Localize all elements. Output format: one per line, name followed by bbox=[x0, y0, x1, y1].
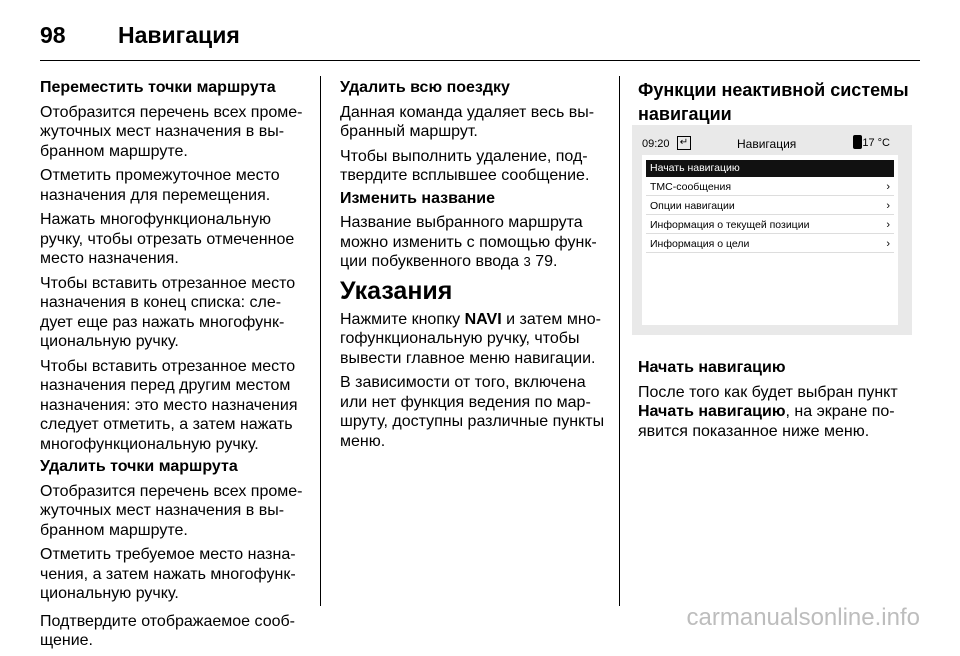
paragraph: В зависимости от того, включена или нет функция ведения по мар-шруту, доступны различные пункты меню. bbox=[340, 374, 605, 450]
text-run: 79. bbox=[530, 253, 558, 270]
watermark: carmanualsonline.info bbox=[686, 604, 920, 631]
menu-item-destination-info[interactable] bbox=[646, 236, 894, 253]
text-run: Нажмите кнопку bbox=[340, 310, 465, 328]
paragraph: Чтобы вставить отрезанное место назначения в конец списка: сле-дует еще раз нажать многофунк-циональную ручку. bbox=[40, 274, 296, 350]
screen-temperature: 17 °C bbox=[862, 137, 890, 149]
column-divider bbox=[320, 76, 321, 606]
paragraph bbox=[638, 383, 913, 442]
menu-item-label: Опции навигации bbox=[650, 200, 735, 212]
screen-clock: 09:20 bbox=[642, 138, 670, 150]
menu-item-tmc[interactable] bbox=[646, 179, 894, 196]
menu-item-current-position[interactable] bbox=[646, 217, 894, 234]
paragraph: Чтобы вставить отрезанное место назначения перед другим местом назначения: это место назначения следует отметить, а затем нажать многофункциональную ручку. bbox=[40, 357, 298, 453]
phone-icon bbox=[853, 135, 862, 149]
text-run: , на экране по-явится показанное ниже меню. bbox=[638, 403, 895, 440]
header-divider bbox=[40, 60, 920, 61]
section-heading: Начать навигацию bbox=[638, 359, 786, 376]
paragraph: Подтвердите отображаемое сооб-щение. bbox=[40, 612, 295, 649]
section-heading: Удалить точки маршрута bbox=[40, 458, 238, 475]
column-right bbox=[638, 78, 913, 131]
screen-menu bbox=[642, 155, 898, 325]
chevron-right-icon: › bbox=[886, 219, 890, 231]
section-heading: Функции неактивной системы навигации bbox=[638, 80, 909, 124]
chapter-title: Навигация bbox=[118, 22, 240, 48]
paragraph: Отметить требуемое место назна-чения, а затем нажать многофунк-циональную ручку. bbox=[40, 546, 296, 602]
chevron-right-icon: › bbox=[886, 181, 890, 193]
section-title: Указания bbox=[340, 276, 453, 305]
paragraph: Отобразится перечень всех проме-жуточных мест назначения в вы-бранном маршруте. bbox=[40, 103, 303, 160]
paragraph: Чтобы выполнить удаление, под-твердите всплывшее сообщение. bbox=[340, 147, 590, 184]
screen-title: Навигация bbox=[737, 137, 797, 151]
text-run: и затем мно-гофункциональную ручку, чтобы вывести главное меню навигации. bbox=[340, 310, 601, 367]
menu-item-start-navigation[interactable] bbox=[646, 160, 894, 177]
paragraph: Данная команда удаляет весь вы-бранный маршрут. bbox=[340, 103, 595, 140]
page-number: 98 bbox=[40, 22, 66, 48]
menu-item-label: Начать навигацию bbox=[650, 162, 740, 174]
paragraph bbox=[340, 310, 612, 369]
column-left bbox=[40, 78, 312, 656]
chevron-right-icon: › bbox=[886, 238, 890, 250]
column-right-lower bbox=[638, 358, 913, 446]
key-name: NAVI bbox=[464, 310, 502, 328]
paragraph bbox=[340, 213, 612, 272]
menu-item-nav-options[interactable] bbox=[646, 198, 894, 215]
screen-status-bar bbox=[642, 135, 902, 155]
section-heading: Изменить название bbox=[340, 189, 496, 207]
paragraph: Отобразится перечень всех проме-жуточных мест назначения в вы-бранном маршруте. bbox=[40, 482, 303, 539]
chevron-right-icon: › bbox=[886, 200, 890, 212]
menu-item-label: Информация о текущей позиции bbox=[650, 219, 810, 231]
menu-reference: Начать навигацию bbox=[638, 403, 786, 420]
page-ref-icon: 3 bbox=[523, 254, 531, 269]
section-heading: Переместить точки маршрута bbox=[40, 79, 276, 96]
column-middle bbox=[340, 78, 612, 456]
menu-item-label: Информация о цели bbox=[650, 238, 750, 250]
back-icon: ↵ bbox=[677, 136, 691, 150]
text-run: После того как будет выбран пункт bbox=[638, 383, 898, 401]
column-divider bbox=[619, 76, 620, 606]
paragraph: Нажать многофункциональную ручку, чтобы отрезать отмеченное место назначения. bbox=[40, 211, 295, 267]
menu-item-label: TMC-сообщения bbox=[650, 181, 732, 193]
paragraph: Отметить промежуточное место назначения для перемещения. bbox=[40, 167, 280, 204]
section-heading: Удалить всю поездку bbox=[340, 79, 510, 96]
text-run: Название выбранного маршрута можно изменить с помощью функ-ции побуквенного ввода bbox=[340, 214, 597, 270]
infotainment-screen-image bbox=[632, 125, 912, 335]
